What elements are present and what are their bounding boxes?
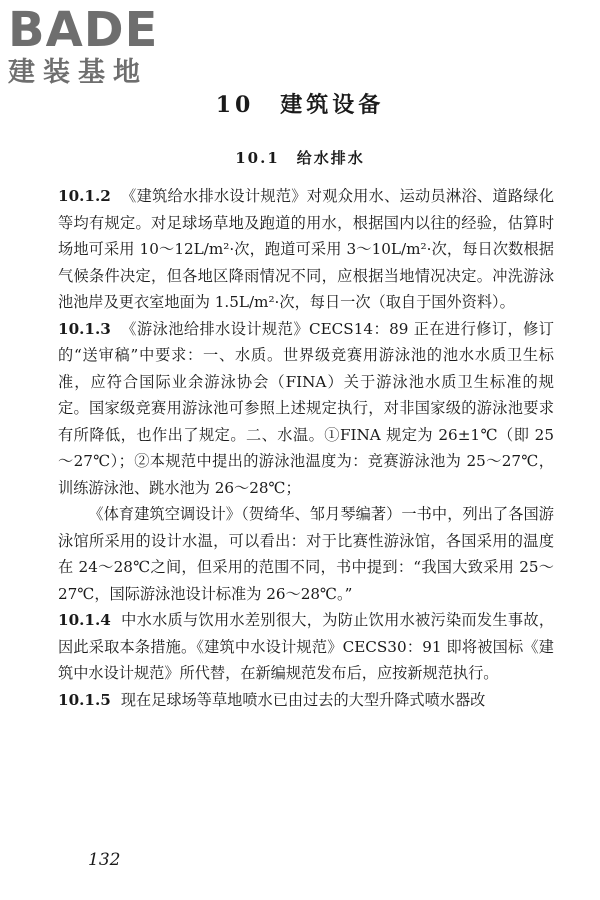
section-title: 10.1 给水排水 [235, 149, 365, 167]
chapter-title: 10 建筑设备 [215, 92, 385, 118]
clause-text: 《游泳池给排水设计规范》CECS14：89 正在进行修订，修订的“送审稿”中要求：一、水质。世界级竞赛用游泳池的池水水质卫生标准，应符合国际业余游泳协会（FINA）关于游泳池水质卫生标准的规定。国家级竞赛用游泳池可参照上述规定执行，对非国家级的游泳池要求有所降低，也作出了规定。二、水温。①FINA 规定为 26±1℃（即 25～27℃）；②本规范中提出的游泳池温度为：竞赛游泳池为 25～27℃，训练游泳池、跳水池为 26～28℃； [58, 319, 554, 497]
clause-text: 《建筑给水排水设计规范》对观众用水、运动员淋浴、道路绿化等均有规定。对足球场草地及跑道的用水，根据国内以往的经验，估算时场地可采用 10～12L/m²·次，跑道可采用 3～10L/m²·次，每日次数根据气候条件决定，但各地区降雨情况不同，应根据当地情况决定。冲洗游泳池池岸及更衣室地面为 1.5L/m²·次，每日一次（取自于国外资料）。 [58, 187, 554, 311]
clause-number: 10.1.5 [58, 690, 111, 709]
clause-paragraph [58, 183, 554, 316]
note-paragraph [58, 501, 554, 607]
clause-text: 现在足球场等草地喷水已由过去的大型升降式喷水器改 [120, 690, 486, 709]
logo-subtitle: 建装基地 [8, 57, 148, 88]
clause-number: 10.1.2 [58, 187, 111, 205]
clause-text: 中水水质与饮用水差别很大，为防止饮用水被污染而发生事故，因此采取本条措施。《建筑中水设计规范》CECS30：91 即将被国标《建筑中水设计规范》所代替，在新编规范发布后，应按新规范执行。 [58, 611, 554, 682]
clause-number: 10.1.4 [58, 611, 111, 629]
bade-logo [8, 4, 183, 90]
page-number: 132 [88, 850, 121, 870]
logo-wordmark: BADE [8, 2, 159, 58]
clause-number: 10.1.3 [58, 319, 111, 338]
clause-paragraph [58, 607, 554, 687]
note-text: 《体育建筑空调设计》（贺绮华、邹月琴编著）一书中，列出了各国游泳馆所采用的设计水温，可以看出：对于比赛性游泳馆，各国采用的温度在 24～28℃之间，但采用的范围不同，书中提到：“我国大致采用 25～27℃，国际游泳池设计标准为 26～28℃。” [58, 505, 554, 603]
clause-paragraph [58, 316, 554, 502]
body-text [58, 183, 554, 713]
clause-paragraph [58, 687, 554, 714]
